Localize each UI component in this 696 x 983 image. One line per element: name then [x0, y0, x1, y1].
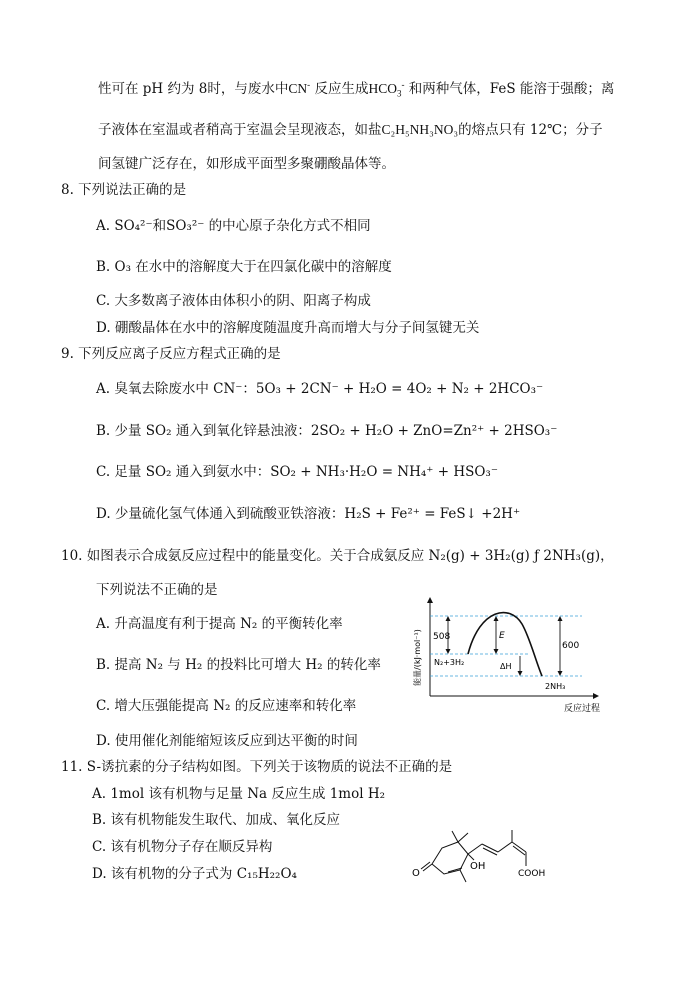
hco-charge: -: [401, 79, 405, 90]
y-axis-label: 能量/(kJ·mol⁻¹): [413, 629, 422, 686]
carbonyl-bond-2: [421, 862, 430, 869]
x-axis-arrow: [593, 693, 599, 699]
intro-text: 的熔点只有 12℃；分子: [458, 122, 603, 138]
q11-option-a: A. 1mol 该有机物与足量 Na 反应生成 1mol H₂: [92, 786, 386, 802]
intro-line-1: [98, 80, 614, 98]
arrow-head: [446, 616, 451, 621]
y-axis-arrow: [427, 597, 433, 603]
q10-stem-2: 下列说法不正确的是: [96, 582, 218, 598]
intro-text: 和两种气体，FeS 能溶于强酸；离: [404, 81, 615, 97]
carbonyl-bond: [423, 864, 432, 871]
x-axis-label: 反应过程: [564, 704, 601, 714]
arrow-head: [558, 616, 563, 621]
chain-bond: [482, 844, 498, 852]
q10-option-a: A. 升高温度有利于提高 N₂ 的平衡转化率: [96, 616, 343, 632]
q10-stem: 10. 如图表示合成氨反应过程中的能量变化。关于合成氨反应 N₂(g) + 3H₂(g) ƒ 2NH₃(g)，: [61, 548, 614, 564]
q9-option-c: C. 足量 SO₂ 通入到氨水中：SO₂ + NH₃·H₂O = NH₄⁺ + HSO₃⁻: [96, 464, 498, 480]
arrow-head: [446, 649, 451, 654]
q8-option-c: C. 大多数离子液体由体积小的阴、阳离子构成: [96, 293, 371, 309]
ring-bonds: [432, 842, 468, 874]
chain-bond: [468, 844, 482, 854]
label-508: 508: [433, 632, 451, 642]
q11-option-c: C. 该有机物分子存在顺反异构: [92, 839, 273, 855]
intro-line-2: [98, 121, 603, 139]
q10-option-c: C. 增大压强能提高 N₂ 的反应速率和转化率: [96, 698, 357, 714]
cn-ion: [288, 81, 310, 96]
q9-stem: 9. 下列反应离子反应方程式正确的是: [61, 346, 281, 362]
q8-option-a: A. SO₄²⁻和SO₃²⁻ 的中心原子杂化方式不相同: [96, 218, 371, 234]
arrow-head: [518, 671, 523, 676]
label-reactants: N₂+3H₂: [434, 658, 465, 667]
chain-double-bond: [483, 848, 497, 855]
intro-text: 反应生成: [310, 81, 369, 97]
arrow-head: [558, 671, 563, 676]
q10-option-b: B. 提高 N₂ 与 H₂ 的投料比可增大 H₂ 的转化率: [96, 657, 381, 673]
q11-stem: 11. S-诱抗素的分子结构如图。下列关于该物质的说法不正确的是: [61, 759, 453, 775]
label-product: 2NH₃: [545, 682, 566, 691]
q9-option-d: D. 少量硫化氢气体通入到硫酸亚铁溶液：H₂S + Fe²⁺ = FeS↓ +2H⁺: [96, 506, 521, 522]
q11-option-d: D. 该有机物的分子式为 C₁₅H₂₂O₄: [92, 866, 297, 882]
label-600: 600: [562, 641, 580, 651]
chain-bond: [498, 842, 512, 852]
label-e: E: [499, 631, 505, 641]
oxygen-label: O: [412, 868, 420, 879]
methyl-bond: [460, 870, 466, 882]
q9-option-b: B. 少量 SO₂ 通入到氧化锌悬浊液：2SO₂ + H₂O + ZnO=Zn²⁺ + 2HSO₃⁻: [96, 423, 558, 439]
hco3-ion: [368, 79, 405, 99]
cn-charge: -: [307, 79, 311, 90]
hydroxyl-label: OH: [470, 861, 486, 872]
hco-text: HCO: [368, 81, 397, 96]
label-dh: ΔH: [500, 662, 512, 671]
q8-option-d: D. 硼酸晶体在水中的溶解度随温度升高而增大与分子间氢键无关: [96, 320, 480, 336]
cn-text: CN: [288, 81, 308, 96]
carboxyl-label: COOH: [518, 869, 546, 879]
intro-text: 子液体在室温或者稍高于室温会呈现液态，如盐: [98, 122, 382, 138]
q8-option-b: B. O₃ 在水中的溶解度大于在四氯化碳中的溶解度: [96, 259, 392, 275]
q8-stem: 8. 下列说法正确的是: [61, 182, 187, 198]
q10-option-d: D. 使用催化剂能缩短该反应到达平衡的时间: [96, 733, 358, 749]
methyl-bond: [452, 831, 458, 842]
intro-line-3: 间氢键广泛存在，如形成平面型多聚硼酸晶体等。: [98, 156, 395, 172]
arrow-head: [494, 649, 499, 654]
hydroxyl-bond: [468, 854, 474, 860]
arrow-head: [494, 616, 499, 621]
molecule-structure: [410, 828, 570, 888]
methyl-bond: [458, 833, 468, 842]
q9-option-a: A. 臭氧去除废水中 CN⁻：5O₃ + 2CN⁻ + H₂O = 4O₂ + N₂ + 2HCO₃⁻: [96, 381, 544, 397]
ionic-liquid-formula: C₂H₅NH₃NO₃: [381, 122, 459, 137]
energy-diagram: [410, 596, 604, 714]
intro-text: 性可在 pH 约为 8时，与废水中: [98, 81, 289, 97]
q11-option-b: B. 该有机物能发生取代、加成、氧化反应: [92, 812, 341, 828]
hco-sub: 3: [396, 88, 402, 99]
